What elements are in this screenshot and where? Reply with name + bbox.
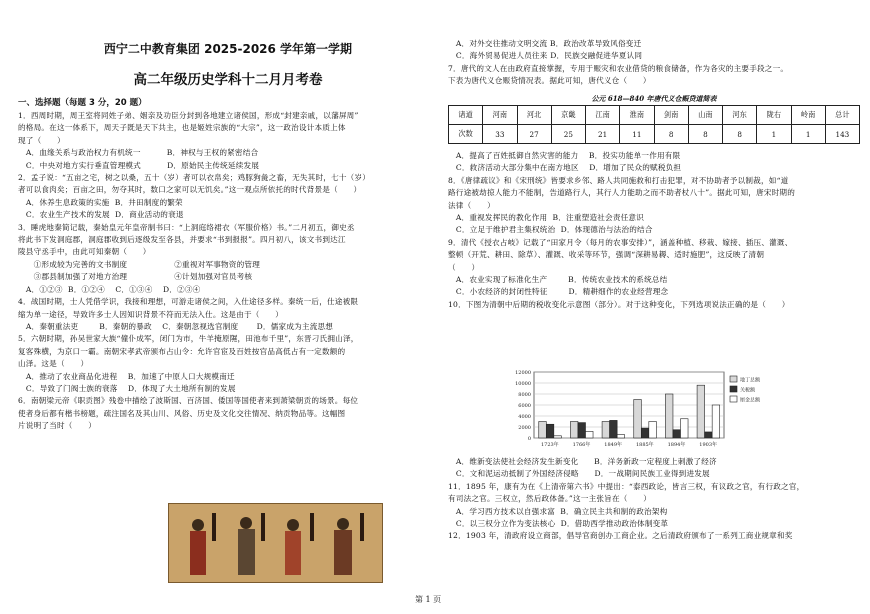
x-tick-label: 1885年 bbox=[635, 442, 654, 448]
text-line: A．对外交往推动文明交流 B．政治改革导致风俗变迁 bbox=[448, 39, 642, 48]
table-cell: 次数 bbox=[449, 125, 483, 144]
table-row bbox=[449, 106, 860, 125]
section-heading: 一、选择题（每题 3 分，20 题） bbox=[18, 98, 147, 108]
bar-1 bbox=[610, 420, 618, 438]
text-line: A．秦朝重法吏 B．秦朝的暴政 C．秦朝忽视选官制度 D．儒家成为主流思想 bbox=[18, 321, 334, 331]
text-line: 有司法之官。三权立，然后政体备。”这一主张旨在（ ） bbox=[448, 494, 652, 504]
text-line: （ ） bbox=[448, 262, 480, 272]
table-row bbox=[449, 125, 860, 144]
y-tick-label: 8000 bbox=[518, 392, 531, 398]
bar-2 bbox=[649, 422, 657, 439]
table-cell: 8 bbox=[688, 125, 722, 144]
table-cell: 陇右 bbox=[757, 106, 791, 125]
text-line: A．维新变法使社会经济发生新变化 B．洋务新政一定程度上刺激了经济 bbox=[448, 457, 717, 466]
y-tick-label: 10000 bbox=[515, 381, 531, 387]
text-line: 6．南朝梁元帝《职贡图》残卷中描绘了波斯国、百济国、倭国等国使者来到萧梁朝贡的场景。每位 bbox=[18, 396, 359, 406]
bar-0 bbox=[602, 422, 610, 439]
text-line: A．推动了农业商品化进程 B．加速了中原人口大规模南迁 bbox=[18, 371, 235, 381]
text-line: 复客殊横，为京口一霸。南朝宋孝武帝颁布占山令：允许官宦及百姓按官品高低占有一定数额的 bbox=[18, 346, 346, 356]
table-cell: 33 bbox=[483, 125, 517, 144]
text-line: A．提高了百姓抵御自然灾害的能力 B．投实功能单一作用有限 bbox=[448, 151, 681, 160]
bar-1 bbox=[546, 424, 554, 438]
page-number: 第 1 页 bbox=[415, 595, 442, 604]
table-cell: 143 bbox=[825, 125, 859, 144]
legend-label: 地丁总额 bbox=[740, 377, 761, 384]
text-line: C．文和泥运动抵制了外国经济侵略 D．一战期间民族工业得到进发展 bbox=[448, 469, 710, 479]
text-line: C．救济活动大部分集中在南方地区 D．增加了民众的赋税负担 bbox=[448, 163, 682, 173]
bar-2 bbox=[617, 435, 625, 438]
text-line: 者可以食肉矣；百亩之田，勿夺其时，数口之家可以无饥矣。”这一观点所依托的时代背景是（ ） bbox=[18, 185, 362, 195]
x-tick-label: 1723年 bbox=[540, 442, 559, 448]
table-cell: 京畿 bbox=[551, 106, 585, 125]
table-cell: 河南 bbox=[483, 106, 517, 125]
text-line: ③郡县制加强了对地方治理 ④计划加强对官员考核 bbox=[18, 272, 253, 282]
text-line: C．海外贸易促进人员往来 D．民族交融促进华夏认同 bbox=[448, 51, 643, 61]
bar-1 bbox=[673, 430, 681, 438]
text-line: 陵县守丞手中，由此可知秦朝（ ） bbox=[18, 247, 151, 257]
text-line: 将此书下发洞庭郡，洞庭郡收到后逐级发至各县，并要求“书到报报”。四月初八，该文书到达江 bbox=[18, 235, 346, 245]
exam-title: 高二年级历史学科十二月月考卷 bbox=[133, 72, 323, 88]
table-cell: 27 bbox=[517, 125, 551, 144]
table-cell: 河东 bbox=[723, 106, 757, 125]
bar-2 bbox=[680, 419, 688, 438]
text-line: 片说明了当时（ ） bbox=[18, 421, 97, 431]
text-line: C．导致了门阀士族的衰落 D．体现了大土地所有制的发展 bbox=[18, 383, 236, 393]
x-tick-label: 1849年 bbox=[604, 442, 623, 448]
table-cell: 岭南 bbox=[791, 106, 825, 125]
text-line: 整顿（开荒、耕田、除草）、灌溉、收采等环节，强调“深耕易耨、适时施肥”，这反映了清朝 bbox=[448, 250, 765, 260]
right-questions-part3 bbox=[448, 456, 804, 543]
text-line: ①形成较为完善的文书制度 ②重视对军事物资的管理 bbox=[18, 259, 260, 269]
text-line: 8．《唐律疏议》和《宋刑统》皆要求乡邻、路人共同施救和打击犯罪，对不协助者予以制裁，如“道 bbox=[448, 175, 789, 185]
x-tick-label: 1903年 bbox=[699, 442, 718, 448]
text-line: C．以三权分立作为变法核心 D．借助西学推动政治体制变革 bbox=[448, 519, 669, 529]
bar-0 bbox=[634, 400, 642, 439]
text-line: A．①②③ B．①②④ C．①③④ D．②③④ bbox=[18, 284, 201, 294]
y-tick-label: 2000 bbox=[518, 425, 531, 431]
bar-1 bbox=[578, 423, 586, 438]
y-tick-label: 4000 bbox=[518, 414, 531, 420]
table-cell: 总计 bbox=[825, 106, 859, 125]
table-cell: 8 bbox=[723, 125, 757, 144]
text-line: 4．战国时期，士人凭借学识，我接和理想，可游走诸侯之间，入仕途径多样。秦统一后，仕途被限 bbox=[18, 297, 359, 307]
relief-table bbox=[448, 105, 860, 144]
text-line: 7．唐代的文人在由政府直接掌握，专用于赈灾和农业借贷的粮食储备，作为各灾的主要手段之一。 bbox=[448, 63, 789, 73]
bar-0 bbox=[697, 385, 705, 438]
legend-swatch bbox=[730, 386, 737, 392]
table-cell: 1 bbox=[757, 125, 791, 144]
table-caption: 公元 618—840 年唐代义仓赈贷道简表 bbox=[591, 94, 717, 103]
text-line: 1．西周时期，周王室将同姓子弟、姻亲及功臣分封到各地建立诸侯国，形成“封建亲戚，以藩屏周” bbox=[18, 111, 359, 120]
bar-0 bbox=[570, 422, 578, 439]
text-line: 5．六朝时期，孙吴世家大族“僮仆成军，闭门为市，牛羊掩原隰，田池布千里”，东晋刁氏拥山泽， bbox=[18, 334, 359, 344]
text-line: A．休养生息政策的实施 B．井田制度的繁荣 bbox=[18, 197, 183, 207]
table-cell: 25 bbox=[551, 125, 585, 144]
text-line: 路行途被劫掠人能力不能制，告道路行人，其行人力能助之而不助者杖八十”。据此可知，唐宋时期的 bbox=[448, 188, 796, 198]
legend-label: 关税额 bbox=[740, 387, 756, 394]
bar-1 bbox=[705, 432, 713, 438]
y-tick-label: 12000 bbox=[515, 370, 531, 376]
right-questions-part2 bbox=[448, 150, 795, 311]
text-line: 10．下图为清朝中后期的税收变化示意图（部分）。对于这种变化，下列选项说法正确的是（ ） bbox=[448, 299, 790, 309]
text-line: C．中央对地方实行垂直管理模式 D．原始民主传统延续发展 bbox=[18, 160, 260, 170]
table-cell: 江南 bbox=[586, 106, 620, 125]
x-tick-label: 1766年 bbox=[572, 442, 591, 448]
text-line: A．重视发挥民的教化作用 B．注重塑造社会责任意识 bbox=[448, 213, 644, 223]
text-line: 使者身后都有楷书榜题，疏注国名及其山川、风俗、历史及文化交往情况、纳贡物品等。这幅图 bbox=[18, 408, 346, 418]
bar-2 bbox=[554, 436, 562, 438]
text-line: 12．1903 年，清政府设立商部，倡导官商创办工商企业。之后清政府颁布了一系列工商业规章和奖 bbox=[448, 531, 793, 541]
legend-swatch bbox=[730, 396, 737, 402]
text-line: C．立足于维护君主集权统治 D．体现德治与法治的结合 bbox=[448, 225, 653, 235]
table-cell: 21 bbox=[586, 125, 620, 144]
text-line: 3．睡虎地秦简记载，秦始皇元年皇帝制书曰：“上洞庭络裙衣（军服价格）书。”二月初五，御史丞 bbox=[18, 222, 355, 232]
bar-0 bbox=[665, 394, 673, 438]
text-line: 法律（ ） bbox=[448, 200, 495, 210]
table-cell: 诸道 bbox=[449, 106, 483, 125]
text-line: 11．1895 年，康有为在《上清帝第六书》中提出：“泰西政论，皆言三权，有议政之官，有行政之官， bbox=[448, 481, 805, 491]
text-line: 山泽。这是（ ） bbox=[18, 359, 89, 369]
left-questions bbox=[18, 110, 370, 433]
bar-2 bbox=[585, 431, 593, 438]
bar-0 bbox=[539, 422, 547, 439]
text-line: 的格局。在这一体系下，周天子既是天下共主，也是姬姓宗族的“大宗”，这一政治设计本质上体 bbox=[18, 123, 346, 133]
table-cell: 淮南 bbox=[620, 106, 654, 125]
zhigongtu-painting bbox=[168, 503, 383, 583]
bar-1 bbox=[641, 428, 649, 438]
text-line: A．血缘关系与政治权力有机统一 B．神权与王权的紧密结合 bbox=[18, 148, 259, 158]
table-cell: 11 bbox=[620, 125, 654, 144]
table-cell: 8 bbox=[654, 125, 688, 144]
y-tick-label: 0 bbox=[527, 436, 531, 442]
table-cell: 山南 bbox=[688, 106, 722, 125]
text-line: 2．孟子说：“五亩之宅，树之以桑，五十（岁）者可以衣帛矣；鸡豚狗彘之畜，无失其时，七十（岁） bbox=[18, 173, 371, 183]
text-line: A．学习西方技术以自强求富 B．确立民主共和制的政治架构 bbox=[448, 506, 668, 516]
y-tick-label: 6000 bbox=[518, 403, 531, 409]
x-tick-label: 1894年 bbox=[667, 442, 686, 448]
text-line: 现了（ ） bbox=[18, 135, 65, 145]
tax-chart bbox=[498, 368, 768, 454]
text-line: A．农业实现了标准化生产 B．传统农业技术的系统总结 bbox=[448, 275, 668, 285]
exam-header-school: 西宁二中教育集团 2025-2026 学年第一学期 bbox=[103, 42, 353, 56]
table-cell: 河北 bbox=[517, 106, 551, 125]
table-cell: 剑南 bbox=[654, 106, 688, 125]
text-line: 缩为单一途径，导致许多士人因知识背景不符而无法入仕。这是由于（ ） bbox=[18, 309, 284, 319]
legend-label: 厘金总额 bbox=[740, 397, 761, 404]
bar-2 bbox=[712, 405, 720, 438]
text-line: C．农业生产技术的发展 D．商业活动的衰退 bbox=[18, 210, 184, 220]
text-line: 9．清代《授衣占岐》记载了“田家月令（每月的农事安排）”，涵盖种植、移栽、嫁接、插压、灌溉、 bbox=[448, 237, 793, 247]
legend-swatch bbox=[730, 376, 737, 382]
table-cell: 1 bbox=[791, 125, 825, 144]
text-line: C．小农经济的封闭性特征 D．精耕细作的农业经营理念 bbox=[448, 287, 669, 297]
text-line: 下表为唐代义仓赈贷情况表。据此可知，唐代义仓（ ） bbox=[448, 76, 651, 86]
right-questions-part1 bbox=[448, 38, 788, 88]
